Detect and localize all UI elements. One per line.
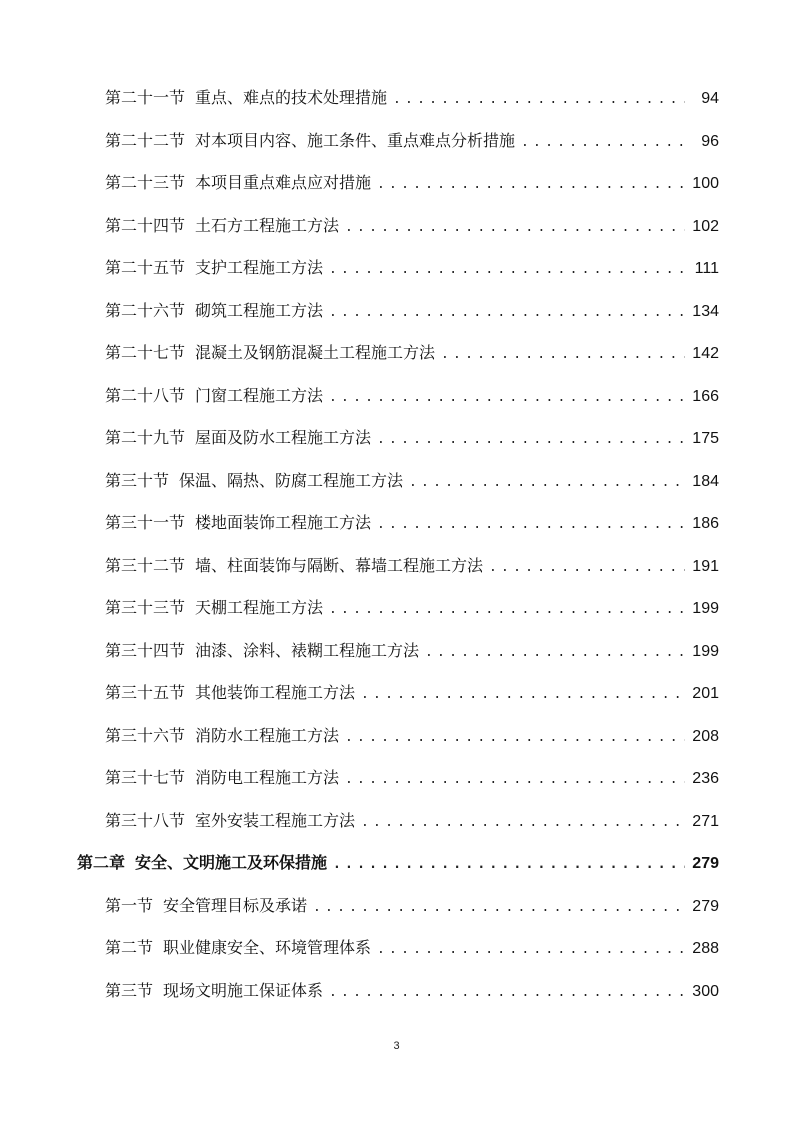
- toc-dot-leader: [387, 79, 685, 119]
- toc-dot-leader: [371, 419, 685, 459]
- toc-dot-leader: [307, 887, 685, 927]
- toc-entry-text: 现场文明施工保证体系: [163, 980, 324, 1000]
- toc-entry-title: [105, 927, 371, 969]
- toc-dot-leader: [355, 674, 685, 714]
- toc-dot-leader: [323, 377, 685, 417]
- toc-entry-page: 201: [692, 685, 719, 702]
- toc-chapter-entry[interactable]: [77, 842, 719, 884]
- toc-entry-title: [105, 502, 371, 544]
- toc-entry-title: [105, 800, 355, 842]
- toc-dot-leader: [419, 632, 685, 672]
- toc-entry-page: 134: [692, 302, 719, 320]
- toc-section-entry[interactable]: [105, 332, 719, 374]
- toc-dot-leader: [483, 547, 685, 587]
- toc-entry-page: 300: [692, 982, 719, 1000]
- toc-entry-number: 第三十七节: [105, 768, 186, 787]
- toc-dot-leader: [515, 122, 685, 162]
- toc-entry-number: 第二十六节: [105, 300, 186, 320]
- toc-section-entry[interactable]: [105, 927, 719, 969]
- toc-entry-number: 第三十六节: [105, 725, 186, 745]
- toc-section-entry[interactable]: [105, 375, 719, 417]
- toc-entry-title: [105, 672, 355, 714]
- toc-entry-text: 对本项目内容、施工条件、重点难点分析措施: [195, 130, 516, 150]
- toc-entry-page: 186: [692, 515, 719, 532]
- toc-entry-number: 第二章: [77, 853, 126, 872]
- toc-entry-number: 第二十八节: [105, 385, 186, 405]
- toc-entry-text: 土石方工程施工方法: [195, 215, 340, 235]
- toc-entry-title: [105, 757, 339, 799]
- toc-dot-leader: [371, 164, 685, 204]
- toc-entry-number: 第三节: [105, 980, 154, 1000]
- toc-dot-leader: [327, 844, 685, 884]
- toc-section-entry[interactable]: [105, 205, 719, 247]
- toc-entry-number: 第三十三节: [105, 598, 186, 617]
- toc-entry-page: 102: [692, 217, 719, 235]
- toc-section-entry[interactable]: [105, 885, 719, 927]
- toc-section-entry[interactable]: [105, 460, 719, 502]
- toc-section-entry[interactable]: [105, 672, 719, 714]
- toc-section-entry[interactable]: [105, 757, 719, 799]
- toc-entry-page: 111: [694, 260, 719, 277]
- toc-entry-number: 第二十一节: [105, 88, 186, 107]
- toc-entry-page: 184: [692, 472, 719, 490]
- toc-entry-title: [105, 375, 323, 417]
- toc-entry-text: 屋面及防水工程施工方法: [195, 428, 372, 447]
- toc-entry-text: 油漆、涂料、裱糊工程施工方法: [195, 640, 420, 660]
- toc-entry-number: 第二十三节: [105, 173, 186, 192]
- toc-entry-number: 第三十一节: [105, 513, 186, 532]
- toc-entry-page: 142: [692, 345, 719, 362]
- toc-entry-number: 第二十五节: [105, 258, 186, 277]
- toc-entry-number: 第二十四节: [105, 215, 186, 235]
- toc-entry-text: 混凝土及钢筋混凝土工程施工方法: [195, 343, 436, 362]
- toc-entry-title: [105, 290, 323, 332]
- toc-entry-number: 第二节: [105, 938, 154, 957]
- toc-section-entry[interactable]: [105, 970, 719, 1012]
- toc-dot-leader: [323, 249, 685, 289]
- toc-entry-text: 职业健康安全、环境管理体系: [163, 938, 372, 957]
- toc-entry-title: [105, 247, 323, 289]
- toc-entry-text: 支护工程施工方法: [195, 258, 324, 277]
- toc-entry-page: 279: [692, 855, 719, 872]
- toc-section-entry[interactable]: [105, 502, 719, 544]
- toc-section-entry[interactable]: [105, 545, 719, 587]
- toc-entry-title: [105, 970, 323, 1012]
- toc-dot-leader: [323, 972, 685, 1012]
- toc-entry-number: 第二十七节: [105, 343, 186, 362]
- toc-entry-number: 第三十八节: [105, 810, 186, 830]
- toc-entry-page: 94: [701, 90, 719, 107]
- toc-entry-title: [105, 205, 339, 247]
- toc-entry-text: 保温、隔热、防腐工程施工方法: [179, 470, 404, 490]
- toc-section-entry[interactable]: [105, 630, 719, 672]
- toc-entry-page: 271: [692, 812, 719, 830]
- toc-entry-text: 楼地面装饰工程施工方法: [195, 513, 372, 532]
- toc-entry-page: 175: [692, 430, 719, 447]
- toc-dot-leader: [339, 207, 685, 247]
- toc-entry-title: [105, 332, 435, 374]
- toc-entry-page: 208: [692, 727, 719, 745]
- toc-dot-leader: [355, 802, 685, 842]
- toc-entry-number: 第二十九节: [105, 428, 186, 447]
- toc-entry-page: 199: [692, 642, 719, 660]
- toc-entry-page: 100: [692, 175, 719, 192]
- toc-entry-number: 第三十五节: [105, 683, 186, 702]
- toc-dot-leader: [403, 462, 685, 502]
- toc-entry-number: 第二十二节: [105, 130, 186, 150]
- toc-section-entry[interactable]: [105, 162, 719, 204]
- toc-entry-title: [105, 120, 515, 162]
- toc-entry-text: 安全、文明施工及环保措施: [135, 853, 328, 872]
- toc-entry-page: 199: [692, 600, 719, 617]
- toc-entry-text: 重点、难点的技术处理措施: [195, 88, 388, 107]
- toc-entry-page: 288: [692, 940, 719, 957]
- toc-entry-title: [105, 587, 323, 629]
- toc-entry-text: 门窗工程施工方法: [195, 385, 324, 405]
- toc-entry-title: [105, 417, 371, 459]
- toc-section-entry[interactable]: [105, 587, 719, 629]
- toc-entry-text: 消防电工程施工方法: [195, 768, 340, 787]
- toc-entry-title: [105, 885, 307, 927]
- toc-entry-title: [105, 460, 403, 502]
- toc-section-entry[interactable]: [105, 417, 719, 459]
- toc-dot-leader: [435, 334, 685, 374]
- toc-entry-text: 本项目重点难点应对措施: [195, 173, 372, 192]
- toc-section-entry[interactable]: [105, 715, 719, 757]
- toc-section-entry[interactable]: [105, 247, 719, 289]
- toc-section-entry[interactable]: [105, 290, 719, 332]
- toc-entry-title: [105, 630, 419, 672]
- toc-entry-page: 191: [692, 557, 719, 575]
- toc-entry-text: 消防水工程施工方法: [195, 725, 340, 745]
- toc-entry-text: 室外安装工程施工方法: [195, 810, 356, 830]
- toc-entry-text: 其他装饰工程施工方法: [195, 683, 356, 702]
- toc-dot-leader: [323, 292, 685, 332]
- toc-entry-title: [105, 545, 483, 587]
- toc-entry-title: [105, 715, 339, 757]
- toc-entry-number: 第三十节: [105, 470, 170, 490]
- toc-entry-number: 第一节: [105, 895, 154, 915]
- toc-section-entry[interactable]: [105, 77, 719, 119]
- toc-entry-text: 墙、柱面装饰与隔断、幕墙工程施工方法: [195, 555, 484, 575]
- toc-dot-leader: [339, 717, 685, 757]
- toc-entry-page: 279: [692, 897, 719, 915]
- toc-dot-leader: [323, 589, 685, 629]
- toc-entry-title: [105, 77, 387, 119]
- page-number: 3: [393, 1040, 400, 1052]
- toc-entry-page: 236: [692, 770, 719, 787]
- toc-entry-number: 第三十二节: [105, 555, 186, 575]
- toc-entry-text: 天棚工程施工方法: [195, 598, 324, 617]
- toc-dot-leader: [371, 929, 685, 969]
- toc-entry-number: 第三十四节: [105, 640, 186, 660]
- toc-section-entry[interactable]: [105, 800, 719, 842]
- toc-dot-leader: [339, 759, 685, 799]
- toc-entry-text: 砌筑工程施工方法: [195, 300, 324, 320]
- toc-entry-title: [77, 842, 327, 884]
- toc-entry-text: 安全管理目标及承诺: [163, 895, 308, 915]
- toc-entry-page: 96: [701, 132, 719, 150]
- toc-section-entry[interactable]: [105, 120, 719, 162]
- toc-entry-title: [105, 162, 371, 204]
- toc-entry-page: 166: [692, 387, 719, 405]
- toc-dot-leader: [371, 504, 685, 544]
